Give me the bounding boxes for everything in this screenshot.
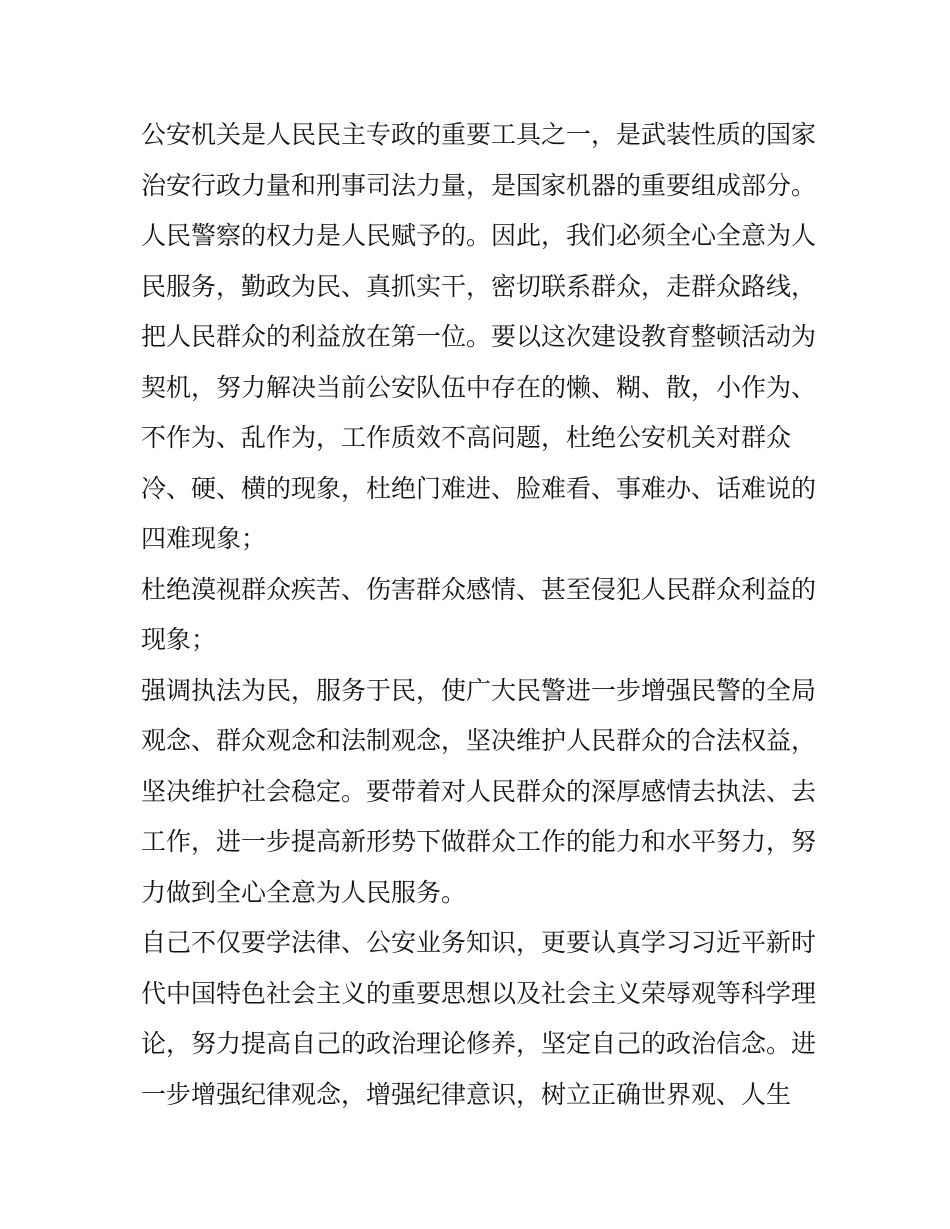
text-line: 代中国特色社会主义的重要思想以及社会主义荣辱观等科学理 [141,978,817,1008]
text-line: 冷、硬、横的现象，杜绝门难进、脸难看、事难办、话难说的 [141,473,817,503]
text-line: 杜绝漠视群众疾苦、伤害群众感情、甚至侵犯人民群众利益的 [141,574,817,604]
text-line: 不作为、乱作为，工作质效不高问题，杜绝公安机关对群众 [141,423,792,452]
text-line: 工作，进一步提高新形势下做群众工作的能力和水平努力，努 [141,827,817,856]
text-line: 坚决维护社会稳定。要带着对人民群众的深厚感情去执法、去 [141,776,817,806]
text-line: 一步增强纪律观念，增强纪律意识，树立正确世界观、人生 [141,1079,792,1109]
text-line: 治安行政力量和刑事司法力量，是国家机器的重要组成部分。 [141,170,817,200]
text-line: 公安机关是人民民主专政的重要工具之一，是武装性质的国家 [141,120,817,149]
text-line: 把人民群众的利益放在第一位。要以这次建设教育整顿活动为 [141,322,817,351]
text-line: 论，努力提高自己的政治理论修养，坚定自己的政治信念。进 [141,1029,817,1058]
text-line: 自己不仅要学法律、公安业务知识，更要认真学习习近平新时 [141,928,817,957]
text-line: 现象； [141,625,217,654]
text-line: 民服务，勤政为民、真抓实干，密切联系群众，走群众路线， [141,271,817,301]
text-line: 契机，努力解决当前公安队伍中存在的懒、糊、散，小作为、 [141,372,817,402]
text-line: 强调执法为民，服务于民，使广大民警进一步增强民警的全局 [141,675,817,705]
text-line: 四难现象； [141,524,267,553]
text-line: 观念、群众观念和法制观念，坚决维护人民群众的合法权益， [141,726,817,755]
text-line: 人民警察的权力是人民赋予的。因此，我们必须全心全意为人 [141,221,817,250]
body-text [141,110,821,1120]
text-line: 力做到全心全意为人民服务。 [141,877,467,907]
